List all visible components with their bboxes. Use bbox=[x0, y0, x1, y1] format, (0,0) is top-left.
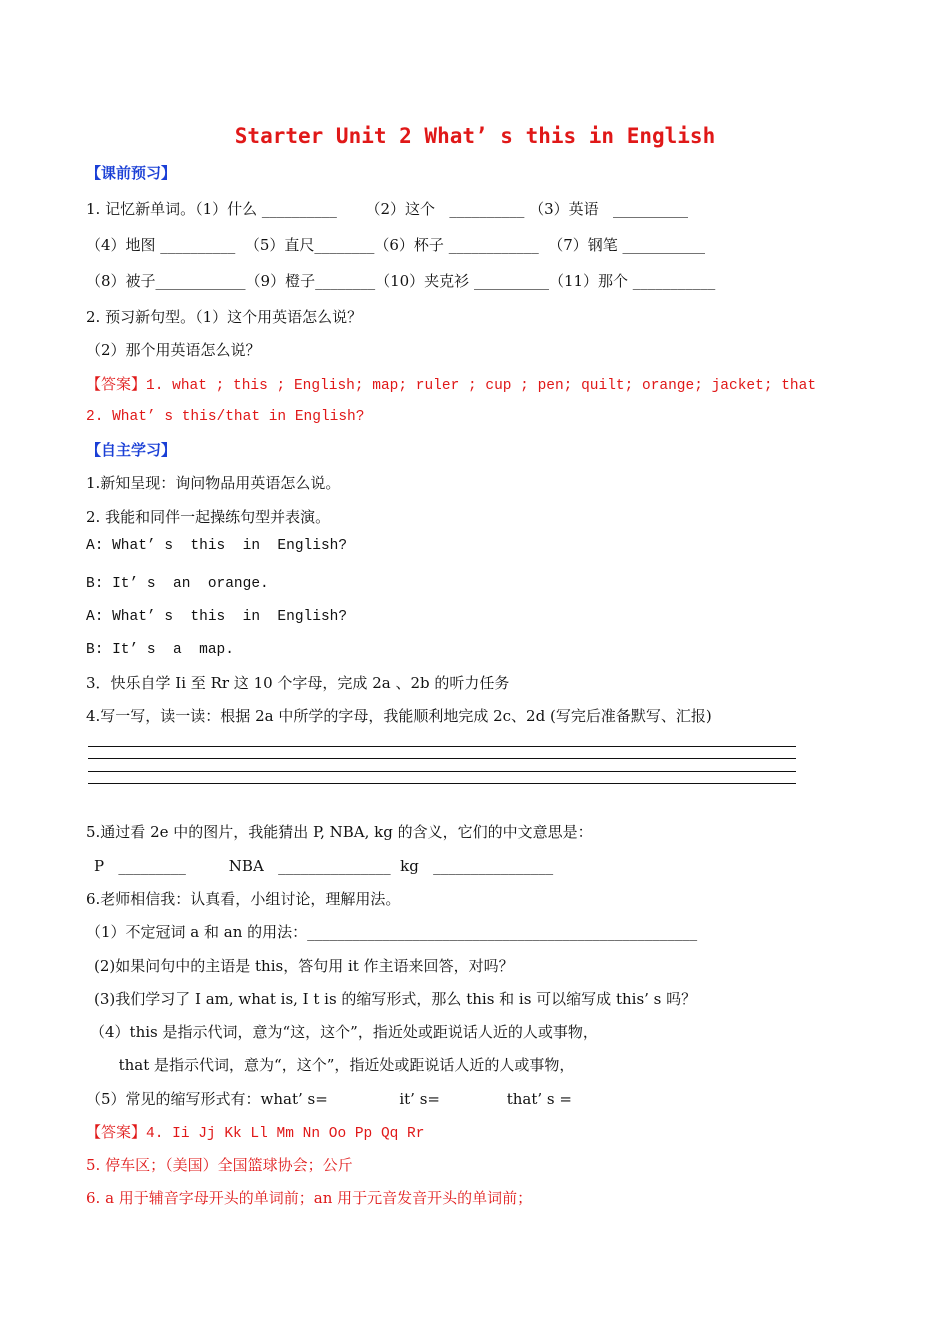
answer-line-4 bbox=[86, 1122, 424, 1144]
dialogue-line-2: B: It’ s an orange. bbox=[86, 576, 269, 592]
answer-text: 4. Ii Jj Kk Ll Mm Nn Oo Pp Qq Rr bbox=[146, 1126, 425, 1142]
answer-line-1 bbox=[86, 374, 816, 396]
dialogue-line-1: A: What’ s this in English? bbox=[86, 538, 348, 554]
section-heading-preview: 【课前预习】 bbox=[86, 164, 177, 182]
writing-line bbox=[88, 746, 796, 747]
vocab-line-1: 1. 记忆新单词。（1）什么 __________ （2）这个 __________ （3）英语 __________ bbox=[86, 200, 688, 218]
sentence-pattern-line-2: （2）那个用英语怎么说？ bbox=[86, 341, 261, 359]
self-study-line-4: 4.写一写，读一读：根据 2a 中所学的字母，我能顺利地完成 2c、2d (写完后准备默写、汇报) bbox=[86, 707, 712, 725]
writing-line bbox=[88, 771, 796, 772]
self-study-line-6: 6.老师相信我：认真看，小组讨论，理解用法。 bbox=[86, 890, 401, 908]
dialogue-line-3: A: What’ s this in English? bbox=[86, 609, 348, 625]
sentence-pattern-line-1: 2. 预习新句型。（1）这个用英语怎么说？ bbox=[86, 308, 363, 326]
dialogue-line-4: B: It’ s a map. bbox=[86, 642, 234, 658]
answer-line-6: 6. a 用于辅音字母开头的单词前；an 用于元音发音开头的单词前； bbox=[86, 1189, 533, 1207]
answer-line-2: 2. What’ s this/that in English? bbox=[86, 409, 365, 425]
question-4: （4）this 是指示代词，意为“这，这个”，指近处或距说话人近的人或事物， bbox=[90, 1023, 598, 1041]
question-1: （1）不定冠词 a 和 an 的用法：____________________________________________________ bbox=[86, 923, 698, 941]
self-study-line-1: 1.新知呈现：询问物品用英语怎么说。 bbox=[86, 474, 341, 492]
vocab-line-2: （4）地图 __________ （5）直尺________（6）杯子 ____________ （7）钢笔 ___________ bbox=[86, 236, 706, 254]
self-study-line-3: 3．快乐自学 Ii 至 Rr 这 10 个字母，完成 2a 、2b 的听力任务 bbox=[86, 674, 510, 692]
question-5: （5）常见的缩写形式有：what’ s= it’ s= that’ s = bbox=[86, 1090, 572, 1108]
writing-lines[interactable] bbox=[88, 746, 796, 784]
abbreviation-blanks: P _________ NBA _______________ kg ________________ bbox=[94, 857, 554, 875]
question-3: (3)我们学习了 I am, what is, I t is 的缩写形式，那么 this 和 is 可以缩写成 this’ s 吗？ bbox=[94, 990, 697, 1008]
answer-line-5: 5. 停车区；（美国）全国篮球协会；公斤 bbox=[86, 1156, 353, 1174]
self-study-line-5: 5.通过看 2e 中的图片，我能猜出 P, NBA, kg 的含义，它们的中文意思是： bbox=[86, 823, 593, 841]
section-heading-self-study: 【自主学习】 bbox=[86, 441, 177, 459]
vocab-line-3: （8）被子____________（9）橙子________（10）夹克衫 __________（11）那个 ___________ bbox=[86, 272, 716, 290]
writing-line bbox=[88, 758, 796, 759]
self-study-line-2: 2. 我能和同伴一起操练句型并表演。 bbox=[86, 508, 331, 526]
answer-label: 【答案】 bbox=[86, 1123, 147, 1141]
writing-line bbox=[88, 783, 796, 784]
answer-label: 【答案】 bbox=[86, 375, 147, 393]
page-title: Starter Unit 2 What’ s this in English bbox=[234, 124, 716, 148]
question-2: (2)如果问句中的主语是 this，答句用 it 作主语来回答，对吗？ bbox=[94, 957, 514, 975]
question-4-continued: that 是指示代词，意为“，这个”，指近处或距说话人近的人或事物， bbox=[90, 1056, 575, 1074]
answer-text: 1. what ; this ; English; map; ruler ; cup ; pen; quilt; orange; jacket; that bbox=[146, 378, 817, 394]
